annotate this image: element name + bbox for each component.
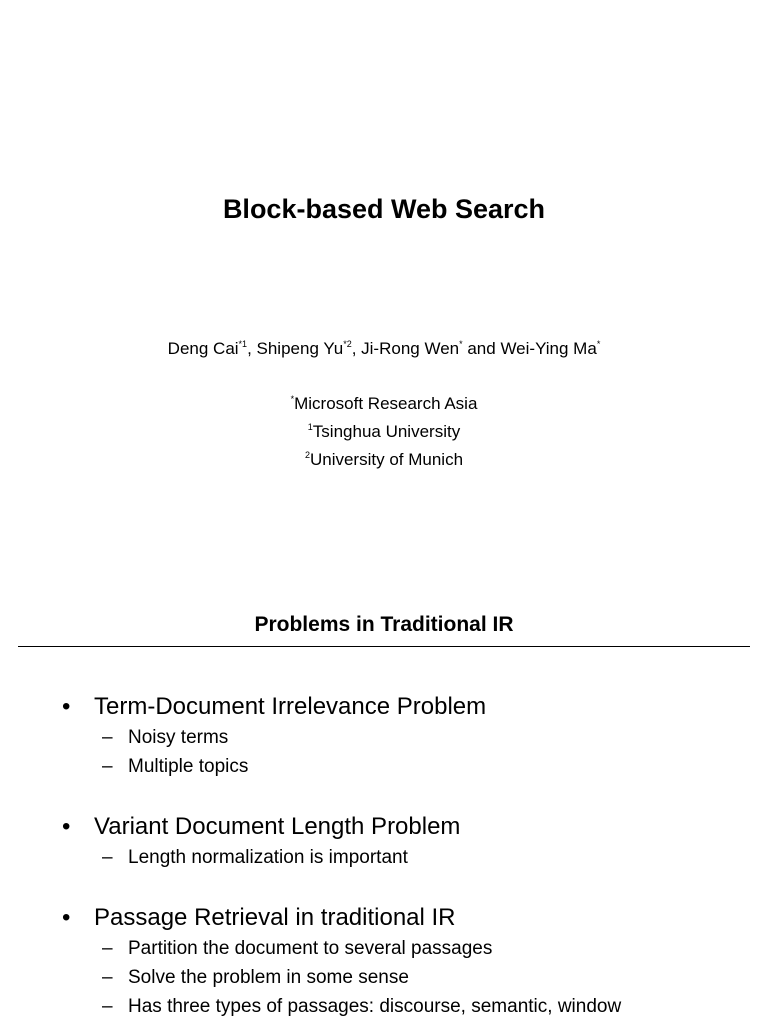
sub-bullet-text: Noisy terms (128, 727, 229, 748)
sub-bullet-symbol: – (102, 756, 113, 777)
affiliation-line (0, 421, 768, 443)
sub-bullet-symbol: – (102, 938, 113, 959)
title-divider (18, 646, 750, 647)
sub-bullet-item (102, 846, 408, 870)
slide-title: Block-based Web Search (222, 194, 546, 224)
sub-bullet-text: Multiple topics (128, 756, 249, 777)
sub-bullet-text: Length normalization is important (128, 847, 408, 868)
author-list (0, 338, 768, 360)
bullet-item (62, 903, 456, 933)
affiliation-name: University of Munich (309, 450, 464, 469)
author-separator: and (462, 339, 501, 358)
bullet-item (62, 692, 486, 722)
bullet-symbol: • (62, 693, 71, 720)
author-affiliation-mark: *1 (238, 339, 248, 349)
sub-bullet-text: Has three types of passages: discourse, semantic, window (128, 996, 622, 1017)
sub-bullet-item (102, 966, 409, 990)
sub-bullet-symbol: – (102, 967, 113, 988)
affiliation-line (0, 449, 768, 471)
author-separator: , (351, 339, 362, 358)
sub-bullet-item (102, 995, 621, 1019)
bullet-item (62, 812, 460, 842)
affiliation-name: Tsinghua University (312, 422, 461, 441)
affiliation-line (0, 393, 768, 415)
author-affiliation-mark: *2 (343, 339, 352, 349)
bullet-symbol: • (62, 904, 71, 931)
sub-bullet-text: Solve the problem in some sense (128, 967, 409, 988)
bullet-symbol: • (62, 813, 71, 840)
sub-bullet-item (102, 755, 248, 779)
bullet-text: Term-Document Irrelevance Problem (94, 693, 487, 720)
author-separator: , (247, 339, 257, 358)
author-affiliation-mark: * (459, 339, 463, 349)
affiliation-mark: 1 (307, 422, 313, 432)
sub-bullet-symbol: – (102, 727, 113, 748)
sub-bullet-text: Partition the document to several passages (128, 938, 493, 959)
sub-bullet-symbol: – (102, 996, 113, 1017)
affiliation-name: Microsoft Research Asia (294, 394, 478, 413)
sub-bullet-item (102, 937, 492, 961)
author-affiliation-mark: * (596, 339, 601, 349)
section-title: Problems in Traditional IR (254, 613, 514, 636)
author-name: Wei-Ying Ma (500, 339, 597, 358)
author-name: Shipeng Yu (256, 339, 344, 358)
affiliation-mark: * (290, 394, 295, 404)
affiliation-mark: 2 (304, 450, 310, 460)
author-name: Ji-Rong Wen (361, 339, 460, 358)
bullet-text: Variant Document Length Problem (94, 813, 461, 840)
sub-bullet-symbol: – (102, 847, 113, 868)
author-name: Deng Cai (167, 339, 239, 358)
sub-bullet-item (102, 726, 228, 750)
bullet-text: Passage Retrieval in traditional IR (94, 904, 456, 931)
